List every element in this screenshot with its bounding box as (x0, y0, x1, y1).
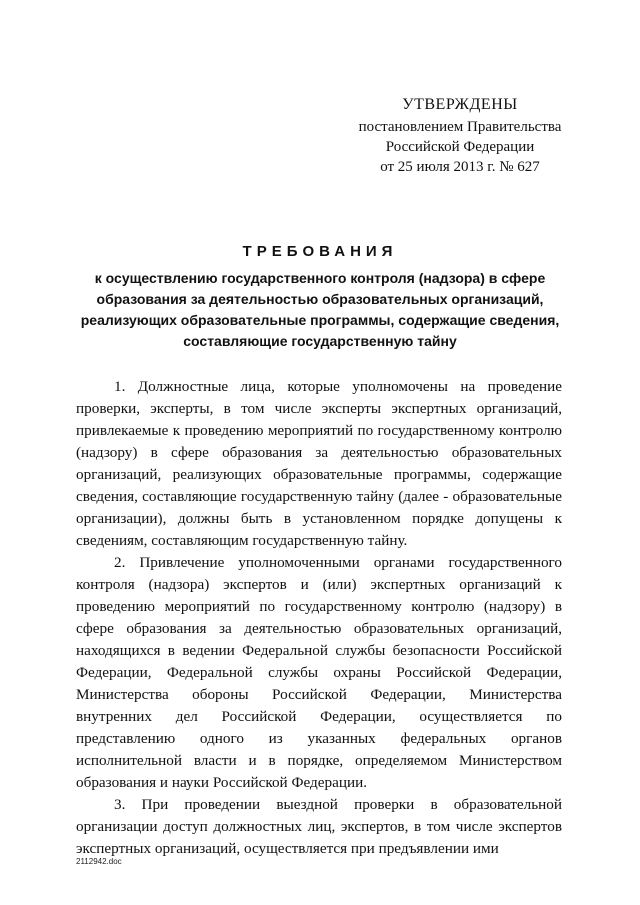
document-title: ТРЕБОВАНИЯ (242, 243, 398, 260)
approval-block (340, 95, 580, 177)
approval-line-1: постановлением Правительства (358, 119, 562, 135)
approval-line-3: от 25 июля 2013 г. № 627 (380, 159, 540, 175)
document-subtitle: к осуществлению государственного контроля (надзора) в сфере образования за деятельностью образовательных организаций, реализующих образовательные программы, содержащие сведения, составляющие государственную тайну (80, 270, 560, 349)
paragraph-2: 2. Привлечение уполномоченными органами государственного контроля (надзора) экспертов и (или) экспертных организаций к проведению мероприятий по государственному контролю (надзору) в сфере образования за деятельностью образовательных организаций, находящихся в ведении Федеральной службы безопасности Российской Федерации, Федеральной службы охраны Российской Федерации, Министерства обороны Российской Федерации, Министерства внутренних дел Российской Федерации, осуществляется по представлению одного из указанных федеральных органов исполнительной власти и в порядке, определяемом Министерством образования и науки Российской Федерации. (76, 554, 562, 791)
paragraph-3: 3. При проведении выездной проверки в образовательной организации доступ должностных лиц, экспертов, в том числе экспертов экспертных организаций, осуществляется при предъявлении ими (76, 796, 562, 857)
paragraph-1: 1. Должностные лица, которые уполномочены на проведение проверки, эксперты, в том числе эксперты экспертных организаций, привлекаемые к проведению мероприятий по государственному контролю (надзору) в сфере образования за деятельностью образовательных организаций, реализующих образовательные программы, содержащие сведения, составляющие государственную тайну (далее - образовательные организации), должны быть в установленном порядке допущены к сведениям, составляющим государственную тайну. (76, 378, 562, 549)
approval-line-2: Российской Федерации (385, 139, 535, 155)
file-name-footer: 2112942.doc (76, 857, 122, 866)
approval-heading: УТВЕРЖДЕНЫ (402, 96, 518, 113)
document-body (76, 376, 562, 860)
